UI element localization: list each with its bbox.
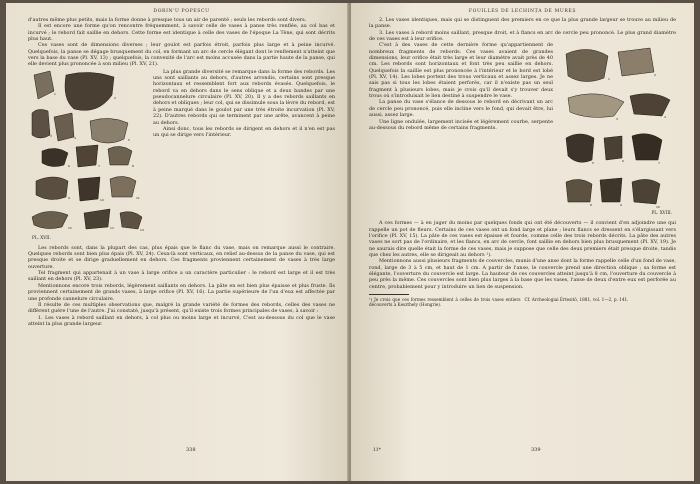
svg-text:3: 3: [50, 133, 52, 138]
svg-text:5: 5: [592, 161, 594, 166]
svg-text:9: 9: [68, 195, 70, 200]
paragraph: 2. Les vases identiques, mais qui se distinguent des premiers en ce que la plus grande largeur se trouve au milieu de la panse.: [369, 17, 676, 30]
paragraph: Mentionnons encore trois rebords, légèrement saillants en dehors. La pâte en est bien plus épaisse et plus fruste. Ils proviennent certainement de grands vases, à large orifice (Pl. XV, 16). La partie supérieure de l'un d'eux est affectée par une profonde cannelure circulaire.: [28, 282, 335, 302]
svg-text:1: 1: [608, 77, 610, 82]
footnote-rule: [369, 294, 409, 295]
svg-text:13: 13: [110, 225, 114, 230]
svg-text:10: 10: [656, 205, 660, 210]
paragraph: d'autres même plus petits, mais la forme donne à presque tous un air de parenté ; seuls les rebords sont divers.: [28, 17, 307, 23]
paragraph: Les rebords sont, dans la plupart des cas, plus épais que le flanc du vase, mais on remarque aussi le contraire. Quelques rebords sont bien plus épais (Pl. XV, 24). Ceux-là sont verticaux, en relief au-dessus de la panse du vase, qui est presque droite et se dirige graduellement en dehors. Ces fragments proviennent certainement de vases à très large ouverture.: [28, 244, 335, 270]
svg-text:12: 12: [68, 225, 72, 230]
paragraph: Une ligne ondulée, largement incisée et légèrement courbe, serpente au-dessous du rebord même de certains fragments.: [369, 118, 553, 131]
svg-text:6: 6: [622, 159, 624, 164]
svg-text:5: 5: [128, 137, 130, 142]
paragraph: Tel fragment qui appartenait à un vase à large orifice a un caractère particulier : le rebord est large et il est très saillant en dehors (Pl. XV, 23).: [28, 270, 335, 283]
svg-text:4: 4: [664, 115, 666, 120]
svg-text:2: 2: [114, 95, 116, 100]
svg-text:2: 2: [654, 73, 656, 78]
paragraph: 1. Les vases à rebord saillant en dehors, à col plus ou moins large et incurvé, C'est au-dessous du col que le vase atteint la plus grande largeur.: [28, 314, 335, 327]
svg-text:7: 7: [658, 161, 660, 166]
svg-text:8: 8: [132, 163, 134, 168]
running-head: FOUILLES DE LECHINȚA DE MUREȘ: [468, 9, 577, 14]
svg-text:7: 7: [98, 163, 100, 168]
svg-text:3: 3: [616, 117, 618, 122]
paragraph: C'est à des vases de cette dernière forme qu'appartiennent de nombreux fragments de rebords. Ces vases avaient de grandes dimensions, leur orifice était très large et leur diamètre avait près de 40 cm. Les rebords sont horizontaux et font très peu saillie en dehors. Quelquefois la saillie est plus prononcée à l'intérieur et le bord est lobé (Pl. XV, 14). Les lobes portent des trous verticaux et assez larges. Je ne sais pas si tous les lobes étaient perforés, car il n'existe pas un seul fragment à plusieurs lobes, mais je crois qu'il devait s'y trouver deux trous où s'introduisait le lien destiné à suspendre le vase.: [369, 42, 553, 100]
svg-text:9: 9: [620, 203, 622, 208]
paragraph: 3. Les vases à rebord moins saillant, presque droit, et à flancs en arc de cercle peu prononcé. Le plus grand diamètre de ces vases est à leur orifice.: [369, 29, 676, 43]
right-page: [351, 3, 694, 481]
plate-xvii: [28, 69, 148, 245]
page-number: 338: [186, 447, 196, 453]
footnote: Cf. Archeologiai Értesitö, 1881, vol. 1—2, p. 141.: [524, 297, 629, 303]
footnotes: [369, 297, 676, 307]
paragraph: Il résulte de ces multiples observations que, malgré la grande variété de formes des rebords, celles des vases ne diffèrent guère l'une de l'autre. J'ai constaté, jusqu'à présent, qu'il existe trois formes principales de vases, à savoir :: [28, 301, 335, 315]
svg-text:8: 8: [590, 203, 592, 208]
plate-with-text: [369, 42, 676, 220]
paragraph: A ces formes — à en juger du moins par quelques fonds qui ont été découverts — il convient d'en adjoindre une qui rappelle un pot de fleurs. Certains de ces vases ont un fond large et plane ; leurs flancs se dressent en s'élargissant vers l'orifice (Pl. XV, 15). La pâte de ces vases est épaisse et fourde, comme celle des trois rebords décrits. La pâte des autres vases ne sort pas de l'ordinaire, et les flancs, en arc de cercle, font saillie en dehors bien plus brusquement (Pl. XV, 19). Je ne saurais dire quelle était la forme de ces vases, mais je suppose que celle des deux premiers était presque droite, tandis que chez les autres, elle se dirigeait au dehors ¹).: [369, 220, 676, 259]
page-number: 339: [531, 447, 541, 453]
plate-with-text: [28, 69, 335, 245]
svg-text:10: 10: [100, 197, 104, 202]
book-spread: [6, 3, 694, 481]
plate-caption: PL. XVIII.: [651, 210, 672, 216]
svg-text:4: 4: [74, 135, 76, 140]
svg-text:14: 14: [140, 227, 144, 232]
paragraph: Il est encore une forme qu'on rencontre fréquemment, à savoir celle de vases à panse très renflée, au col bas et incurvé ; le rebord fait saillie en dehors. Cette forme est identique à celle des vases de l'époque La Tène, qui sont décrits plus haut.: [28, 23, 335, 43]
wrapped-text: [148, 69, 335, 245]
paragraph: Ces vases sont de dimensions diverses ; leur goulot est parfois étroit, parfois plus large et à peine incurvé. Quelquefois, la panse se dégage brusquement du col, en formant un arc de cercle élégant dont le renflement n'atteint que vers la base du vase (Pl. XV, 13) ; quelquefois, la convexité de l'arc est moins accusée dans la partie haute de la panse, qui elle devient plus prononcée à son milieu (Pl. XV, 21).: [28, 42, 335, 68]
svg-text:6: 6: [68, 163, 70, 168]
wrapped-text: [369, 42, 558, 220]
svg-text:1: 1: [54, 91, 56, 96]
paragraph: La panse du vase s'élance de dessous le rebord en décrivant un arc de cercle peu prononcé, puis elle incline vers le fond, qui devait être, lui aussi, assez large.: [369, 99, 553, 119]
pottery-sherds-figure: [558, 42, 676, 220]
running-head: DORIN'U POPESCU: [153, 9, 210, 14]
paragraph: Ainsi donc, tous les rebords se dirigent en dehors et il n'en est pas un qui se dirige vers l'intérieur.: [153, 125, 335, 139]
plate-caption: PL. XVII.: [32, 234, 51, 240]
svg-text:11: 11: [136, 195, 140, 200]
signature-mark: 11*: [373, 448, 381, 453]
footnote: ¹) Je crois que ces formes ressemblent à celles de trois vases entiers découverts à Keszthely (Hongrie).: [369, 297, 521, 308]
paragraph: La plus grande diversité se remarque dans la forme des rebords. Les uns sont saillants au dehors, d'autres arrondis, certains sont presque horizontaux et ressemblent fort aux rebords évasés. Quelquefois, le rebord va en dehors dans le sens oblique et a deux bandes par une pseudocannelure circulaire (Pl. XV, 20). Il y a des rebords saillants en dehors et obliques ; leur col, qui se dissimule sous la lèvre du rebord, est à peine marqué dans le goulot par une très étroite incurvation (Pl. XV, 22). D'autres rebords qui se terminent par une arête, avancent à peine au dehors.: [153, 68, 335, 126]
left-page: [6, 3, 349, 481]
pottery-sherds-figure: [28, 69, 148, 245]
paragraph: Mentionnons aussi plusieurs fragments de couvercles, munis d'une anse dont la forme rappelle celle d'un fond de vase, rond, large de 3 à 5 cm, et haut de 1 cm. A partir de l'anse, le couvercle prend une direction oblique ; sa forme est élégante, l'ouverture du couvercle est large. La hauteur de ces couvercles atteint jusqu'à 8 cm, l'ouverture du couvercle à peu près la même. Ces couvercles sont bien plus larges à la base que les vases, l'anse de deux d'entre eux est perforée au centre, probablement pour y introduire un lien de suspension.: [369, 258, 676, 290]
plate-xviii: [558, 42, 676, 220]
